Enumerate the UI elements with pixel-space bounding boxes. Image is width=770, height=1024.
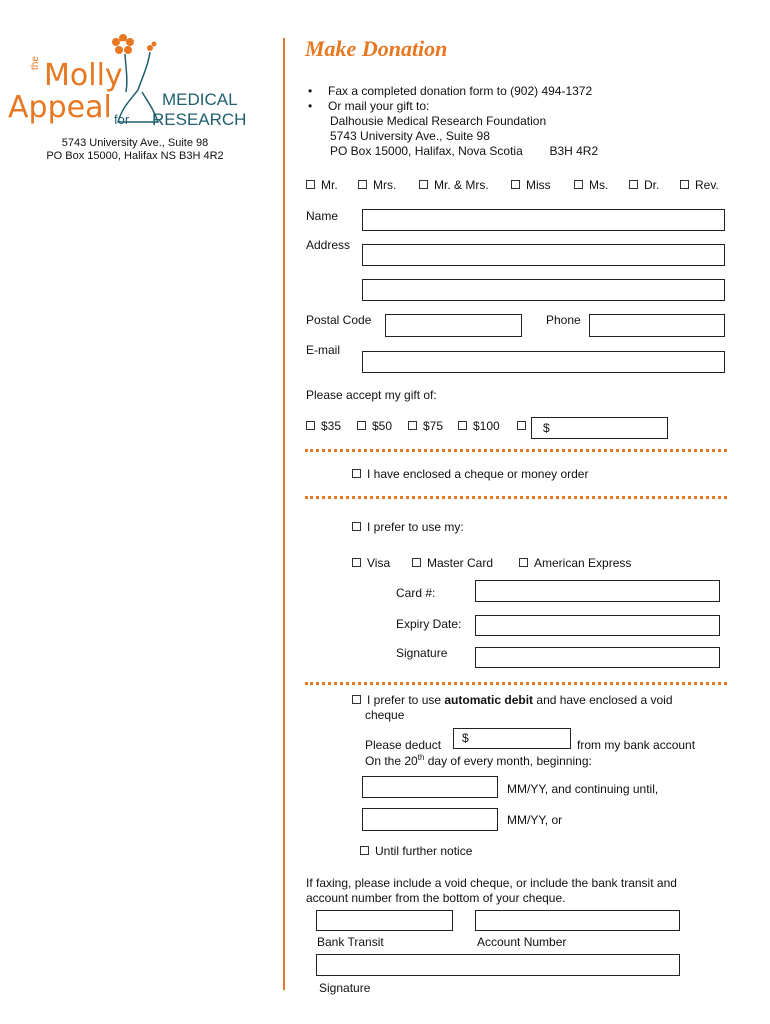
logo-molly: Molly xyxy=(44,58,123,93)
name-field[interactable] xyxy=(362,209,725,231)
card-mastercard[interactable]: Master Card xyxy=(412,556,493,570)
checkbox-icon[interactable] xyxy=(408,421,417,430)
logo-for: for xyxy=(114,112,130,127)
email-label: E-mail xyxy=(306,343,341,357)
mail-instruction: • Or mail your gift to: xyxy=(306,99,598,114)
end-date-field[interactable] xyxy=(362,808,498,831)
logo-the: the xyxy=(30,56,41,70)
salutation-dr[interactable]: Dr. xyxy=(629,178,659,192)
expiry-field[interactable] xyxy=(475,615,720,636)
start-date-field[interactable] xyxy=(362,776,498,798)
card-number-field[interactable] xyxy=(475,580,720,602)
checkbox-icon[interactable] xyxy=(574,180,583,189)
postal-code-field[interactable] xyxy=(385,314,522,337)
card-signature-field[interactable] xyxy=(475,647,720,668)
logo xyxy=(8,30,278,140)
deduct-label: Please deduct xyxy=(365,738,442,752)
mail-line-1: Dalhousie Medical Research Foundation xyxy=(330,114,547,128)
checkbox-icon[interactable] xyxy=(357,421,366,430)
instructions xyxy=(306,84,598,159)
continuing-label: MM/YY, and continuing until, xyxy=(507,782,659,796)
bank-transit-field[interactable] xyxy=(316,910,453,931)
org-address xyxy=(0,137,270,163)
checkbox-icon[interactable] xyxy=(511,180,520,189)
faxing-line1: If faxing, please include a void cheque, or include the bank transit and xyxy=(306,876,677,890)
logo-research: RESEARCH xyxy=(152,110,247,129)
org-address-line2: PO Box 15000, Halifax NS B3H 4R2 xyxy=(46,150,224,162)
gift-option-other[interactable] xyxy=(517,419,532,433)
checkbox-icon[interactable] xyxy=(306,180,315,189)
address-field-1[interactable] xyxy=(362,244,725,266)
phone-label: Phone xyxy=(546,313,581,327)
salutation-mrs[interactable]: Mrs. xyxy=(358,178,396,192)
faxing-note xyxy=(306,876,677,906)
checkbox-icon[interactable] xyxy=(419,180,428,189)
card-visa[interactable]: Visa xyxy=(352,556,390,570)
superscript-th: th xyxy=(417,753,425,762)
checkbox-icon[interactable] xyxy=(680,180,689,189)
salutation-ms[interactable]: Ms. xyxy=(574,178,608,192)
account-number-field[interactable] xyxy=(475,910,680,931)
phone-field[interactable] xyxy=(589,314,725,337)
account-number-label: Account Number xyxy=(477,935,567,949)
dotted-divider xyxy=(305,682,727,685)
gift-other-field[interactable] xyxy=(531,417,668,439)
salutation-mr[interactable]: Mr. xyxy=(306,178,338,192)
page-title: Make Donation xyxy=(305,36,448,61)
until-notice-option[interactable]: Until further notice xyxy=(360,844,472,858)
checkbox-icon[interactable] xyxy=(352,695,361,704)
card-amex[interactable]: American Express xyxy=(519,556,631,570)
gift-option-50[interactable]: $50 xyxy=(357,419,392,433)
checkbox-icon[interactable] xyxy=(306,421,315,430)
card-option[interactable]: I prefer to use my: xyxy=(352,520,464,534)
email-field[interactable] xyxy=(362,351,725,373)
salutation-miss[interactable]: Miss xyxy=(511,178,551,192)
logo-appeal: Appeal xyxy=(8,90,112,125)
or-label: MM/YY, or xyxy=(507,813,563,827)
org-address-line1: 5743 University Ave., Suite 98 xyxy=(61,137,209,149)
bank-signature-field[interactable] xyxy=(316,954,680,976)
logo-medical: MEDICAL xyxy=(162,90,238,109)
vertical-divider xyxy=(283,38,285,990)
name-label: Name xyxy=(306,209,339,223)
address-label: Address xyxy=(306,238,351,252)
gift-other-dollar: $ xyxy=(543,421,550,435)
deduct-suffix: from my bank account xyxy=(577,738,696,752)
dotted-divider xyxy=(305,496,727,499)
deduct-amount-field[interactable] xyxy=(453,728,571,749)
salutation-mr-mrs[interactable]: Mr. & Mrs. xyxy=(419,178,489,192)
checkbox-icon[interactable] xyxy=(517,421,526,430)
dotted-divider xyxy=(305,449,727,452)
fax-instruction: • Fax a completed donation form to (902) 494-1372 xyxy=(306,84,598,99)
salutation-rev[interactable]: Rev. xyxy=(680,178,719,192)
checkbox-icon[interactable] xyxy=(360,846,369,855)
debit-day-text: On the 20th day of every month, beginning: xyxy=(365,753,592,768)
mail-line-3: PO Box 15000, Halifax, Nova Scotia B3H 4R2 xyxy=(330,144,599,158)
address-field-2[interactable] xyxy=(362,279,725,301)
debit-option[interactable]: I prefer to use automatic debit and have enclosed a void cheque xyxy=(352,693,673,723)
gift-prompt: Please accept my gift of: xyxy=(306,388,437,402)
checkbox-icon[interactable] xyxy=(412,558,421,567)
gift-option-75[interactable]: $75 xyxy=(408,419,443,433)
checkbox-icon[interactable] xyxy=(352,469,361,478)
debit-intro-line2: cheque xyxy=(365,708,405,722)
expiry-label: Expiry Date: xyxy=(396,617,462,631)
checkbox-icon[interactable] xyxy=(352,558,361,567)
cheque-option[interactable]: I have enclosed a cheque or money order xyxy=(352,467,588,481)
checkbox-icon[interactable] xyxy=(629,180,638,189)
checkbox-icon[interactable] xyxy=(519,558,528,567)
bank-signature-label: Signature xyxy=(319,981,371,995)
gift-option-35[interactable]: $35 xyxy=(306,419,341,433)
deduct-dollar: $ xyxy=(462,731,469,745)
checkbox-icon[interactable] xyxy=(352,522,361,531)
checkbox-icon[interactable] xyxy=(358,180,367,189)
faxing-line2: account number from the bottom of your cheque. xyxy=(306,891,566,905)
checkbox-icon[interactable] xyxy=(458,421,467,430)
bank-transit-label: Bank Transit xyxy=(317,935,384,949)
postal-code-label: Postal Code xyxy=(306,313,372,327)
debit-emphasis: automatic debit xyxy=(444,693,534,707)
card-number-label: Card #: xyxy=(396,586,436,600)
mail-line-2: 5743 University Ave., Suite 98 xyxy=(330,129,490,143)
card-signature-label: Signature xyxy=(396,646,448,660)
gift-option-100[interactable]: $100 xyxy=(458,419,500,433)
